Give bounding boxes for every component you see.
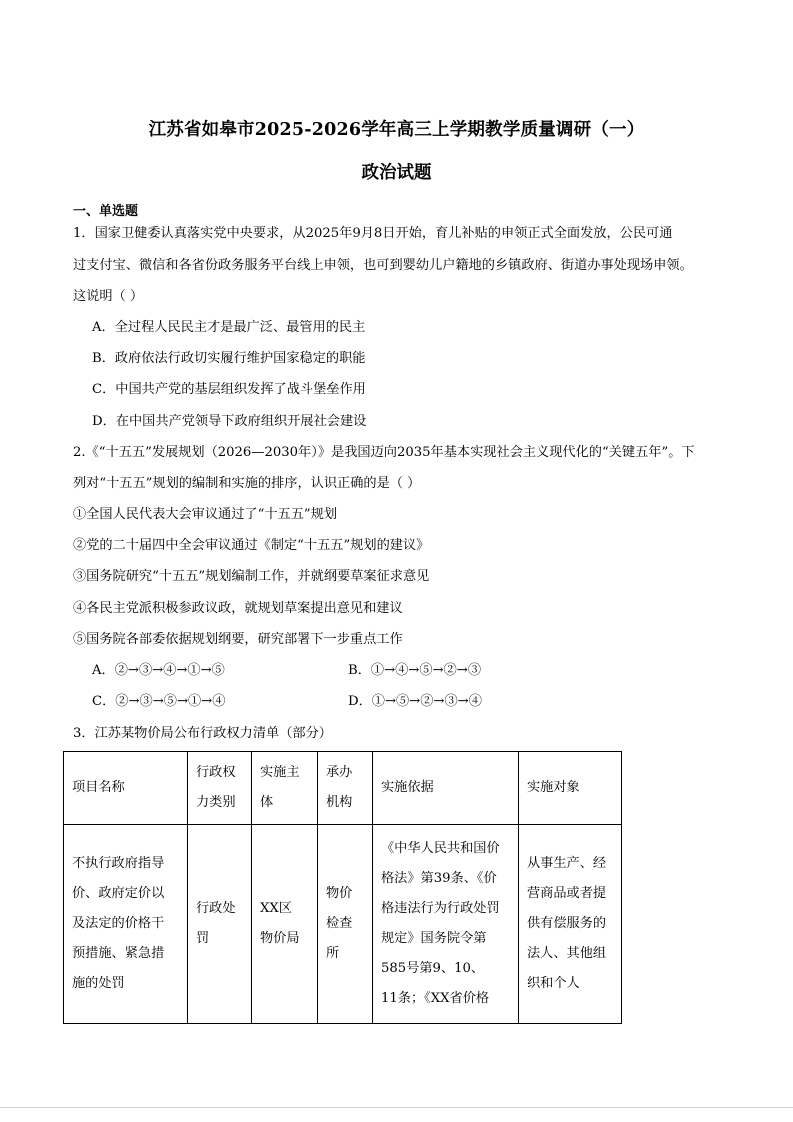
cell-project-name bbox=[64, 825, 188, 1024]
header-text: 实施主 bbox=[260, 765, 300, 780]
q2-option-d: D．①→⑤→②→③→④ bbox=[348, 694, 482, 709]
cell-text: 供有偿服务的 bbox=[527, 916, 607, 931]
header-text: 实施依据 bbox=[381, 780, 434, 795]
header-text: 体 bbox=[260, 795, 274, 810]
cell-text: 11条；《XX省价格 bbox=[381, 991, 490, 1006]
cell-text: XX区 bbox=[260, 901, 292, 916]
cell-text: 585号第9、10、 bbox=[381, 961, 485, 976]
q2-option-c: C．②→③→⑤→①→④ bbox=[92, 694, 226, 709]
cell-text: 格法》第39条、《价 bbox=[381, 871, 497, 886]
cell-text: 营商品或者提 bbox=[527, 886, 607, 901]
cell-text: 行政处 bbox=[196, 901, 236, 916]
header-text: 行政权 bbox=[196, 765, 236, 780]
q1-option-b: B．政府依法行政切实履行维护国家稳定的职能 bbox=[92, 351, 366, 366]
q2-line-1: 2.《“十五五”发展规划（2026—2030年）》是我国迈向2035年基本实现社会主义现代化的“关键五年”。下 bbox=[73, 445, 695, 460]
q3-intro: 3．江苏某物价局公布行政权力清单（部分） bbox=[73, 726, 332, 741]
cell-text: 法人、其他组 bbox=[527, 946, 607, 961]
cell-text: 不执行政府指导 bbox=[72, 856, 165, 871]
section-heading: 一、单选题 bbox=[73, 204, 139, 219]
q1-option-c: C．中国共产党的基层组织发挥了战斗堡垒作用 bbox=[92, 382, 366, 397]
header-legal-basis bbox=[373, 752, 519, 825]
cell-text: 及法定的价格干 bbox=[72, 916, 165, 931]
q2-item-3: ③国务院研究“十五五”规划编制工作，并就纲要草案征求意见 bbox=[73, 569, 430, 584]
header-target bbox=[519, 752, 622, 825]
cell-implementing-body bbox=[252, 825, 318, 1024]
header-text: 实施对象 bbox=[527, 780, 580, 795]
cell-text: 格违法行为行政处罚 bbox=[381, 901, 500, 916]
header-implementing-body bbox=[252, 752, 318, 825]
q2-item-1: ①全国人民代表大会审议通过了“十五五”规划 bbox=[73, 507, 338, 522]
cell-text: 物价局 bbox=[260, 931, 300, 946]
cell-text: 价、政府定价以 bbox=[72, 886, 165, 901]
header-text: 力类别 bbox=[196, 795, 236, 810]
q2-option-a: A．②→③→④→①→⑤ bbox=[92, 663, 225, 678]
cell-text: 规定》国务院令第 bbox=[381, 931, 487, 946]
cell-text: 织和个人 bbox=[527, 976, 580, 991]
header-text: 承办 bbox=[326, 765, 353, 780]
cell-text: 所 bbox=[326, 946, 340, 961]
cell-undertaking-agency bbox=[318, 825, 373, 1024]
q2-item-2: ②党的二十届四中全会审议通过《制定“十五五”规划的建议》 bbox=[73, 538, 430, 553]
cell-power-type bbox=[188, 825, 252, 1024]
cell-target bbox=[519, 825, 622, 1024]
header-power-type bbox=[188, 752, 252, 825]
q2-item-4: ④各民主党派积极参政议政，就规划草案提出意见和建议 bbox=[73, 601, 403, 616]
table-row bbox=[64, 825, 622, 1024]
cell-legal-basis bbox=[373, 825, 519, 1024]
power-list-table bbox=[63, 751, 622, 1024]
cell-text: 检查 bbox=[326, 916, 353, 931]
cell-text: 从事生产、经 bbox=[527, 856, 607, 871]
cell-text: 《中华人民共和国价 bbox=[381, 841, 500, 856]
header-undertaking-agency bbox=[318, 752, 373, 825]
cell-text: 预措施、紧急措 bbox=[72, 946, 165, 961]
q1-option-d: D．在中国共产党领导下政府组织开展社会建设 bbox=[92, 414, 367, 429]
cell-text: 施的处罚 bbox=[72, 976, 125, 991]
page-subtitle: 政治试题 bbox=[361, 163, 432, 183]
cell-text: 罚 bbox=[196, 931, 210, 946]
q1-line-3: 这说明（ ） bbox=[73, 289, 144, 304]
q2-option-b: B．①→④→⑤→②→③ bbox=[348, 663, 482, 678]
page-divider bbox=[0, 1107, 793, 1108]
table-header-row bbox=[64, 752, 622, 825]
q2-item-5: ⑤国务院各部委依据规划纲要，研究部署下一步重点工作 bbox=[73, 632, 403, 647]
header-text: 项目名称 bbox=[72, 780, 125, 795]
q1-option-a: A．全过程人民民主才是最广泛、最管用的民主 bbox=[92, 320, 366, 335]
cell-text: 物价 bbox=[326, 886, 353, 901]
q1-line-2: 过支付宝、微信和各省份政务服务平台线上申领，也可到婴幼儿户籍地的乡镇政府、街道办事处现场申领。 bbox=[73, 258, 693, 273]
q1-line-1: 1．国家卫健委认真落实党中央要求，从2025年9月8日开始，育儿补贴的申领正式全面发放，公民可通 bbox=[73, 226, 673, 241]
header-text: 机构 bbox=[326, 795, 353, 810]
page-title: 江苏省如皋市2025-2026学年高三上学期教学质量调研（一） bbox=[148, 120, 645, 140]
q2-line-2: 列对“十五五”规划的编制和实施的排序，认识正确的是（ ） bbox=[73, 476, 421, 491]
header-project-name bbox=[64, 752, 188, 825]
